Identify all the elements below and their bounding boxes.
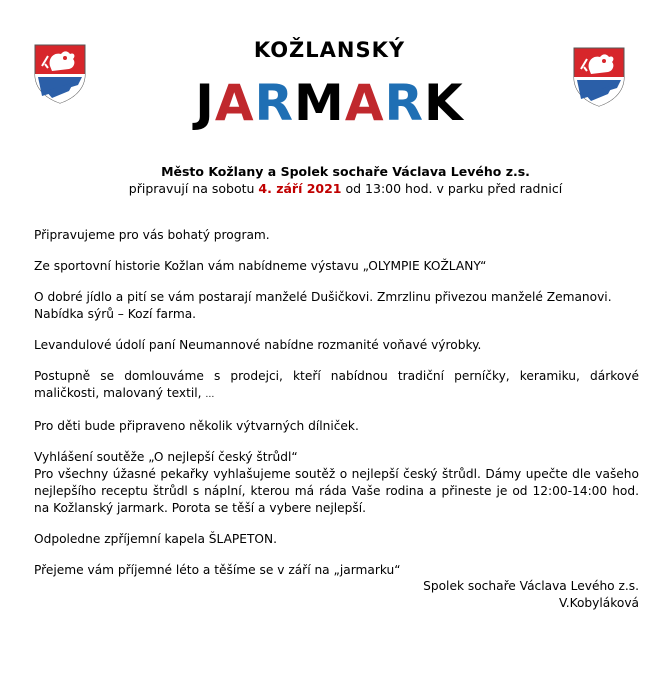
- title-letter: R: [254, 74, 295, 132]
- paragraph-contest: [34, 449, 639, 517]
- cheese-line: Nabídka sýrů – Kozí farma.: [34, 307, 197, 321]
- signature-name: V.Kobyláková: [558, 596, 639, 610]
- title-letter: M: [294, 74, 345, 132]
- invite-line: [0, 181, 659, 196]
- invite-after: od 13:00 hod. v parku před radnicí: [341, 181, 563, 196]
- organizer-line: Město Kožlany a Spolek sochaře Václava Levého z.s.: [161, 164, 530, 179]
- signature-organization: Spolek sochaře Václava Levého z.s.: [423, 579, 639, 593]
- paragraph-food: [34, 289, 639, 323]
- paragraph-lavender: Levandulové údolí paní Neumannové nabídne rozmanité voňavé výrobky.: [34, 338, 482, 352]
- invite-before: připravují na sobotu: [128, 181, 259, 196]
- paragraph-program: Připravujeme pro vás bohatý program.: [34, 228, 270, 242]
- title-top: KOŽLANSKÝ: [253, 38, 406, 62]
- vendors-text: Postupně se domlouváme s prodejci, kteří nabídnou tradiční perníčky, keramiku, dárkové maličkosti, malovaný textil,: [34, 369, 639, 400]
- title-jarmark: [0, 72, 659, 134]
- paragraph-exhibition: Ze sportovní historie Kožlan vám nabídneme výstavu „OLYMPIE KOŽLANY“: [34, 259, 487, 273]
- paragraph-vendors: [34, 368, 639, 404]
- title-letter: K: [424, 74, 464, 132]
- paragraph-closing: Přejeme vám příjemné léto a těšíme se v září na „jarmarku“: [34, 563, 401, 577]
- announcement-body: [34, 227, 639, 593]
- title-letter: A: [214, 74, 255, 132]
- contest-heading: Vyhlášení soutěže „O nejlepší český štrůdl“: [34, 450, 298, 464]
- paragraph-band: Odpoledne zpříjemní kapela ŠLAPETON.: [34, 532, 278, 546]
- paragraph-kids: Pro děti bude připraveno několik výtvarných dílniček.: [34, 419, 359, 433]
- title-letter: R: [384, 74, 425, 132]
- food-line: O dobré jídlo a pití se vám postarají manželé Dušičkovi. Zmrzlinu přivezou manželé Zemanovi.: [34, 290, 612, 304]
- title-letter: J: [195, 74, 215, 132]
- vendors-ellipsis: …: [205, 390, 215, 400]
- event-date: 4. září 2021: [258, 181, 342, 196]
- contest-text: Pro všechny úžasné pekařky vyhlašujeme soutěž o nejlepší český štrůdl. Dámy upečte dle vašeho nejlepšího receptu štrůdl s náplní, kterou má ráda Vaše rodina a přineste je od 12:00-14:00 hod. na Kožlanský jarmark. Porota se těší a vybere nejlepší.: [34, 467, 639, 515]
- title-letter: A: [344, 74, 385, 132]
- signature: [423, 578, 639, 612]
